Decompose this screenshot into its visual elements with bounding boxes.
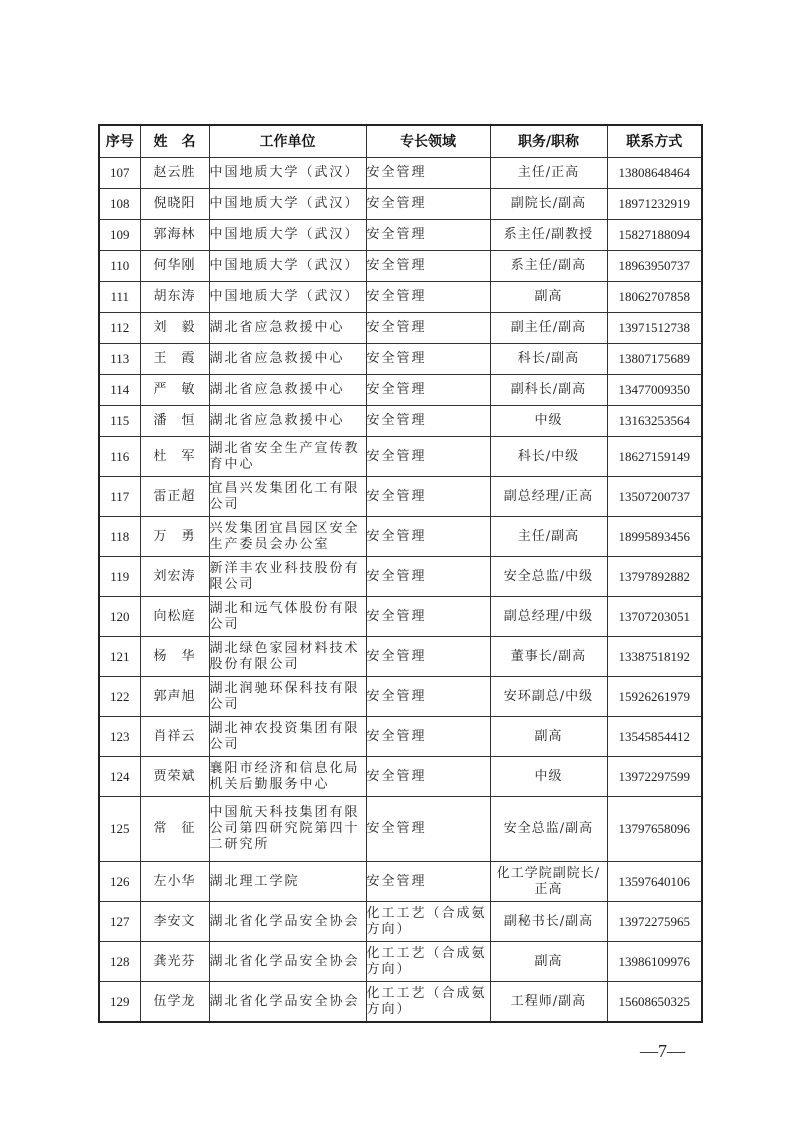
position-title-cell: 副院长/副高 [490,189,607,220]
table-row [99,344,702,375]
position-title-cell: 副秘书长/副高 [490,902,607,942]
position-title-cell: 副高 [490,942,607,982]
expertise-cell: 安全管理 [366,189,490,220]
table-row [99,797,702,862]
name-cell: 雷正超 [140,477,209,517]
work-unit-cell: 湖北绿色家园材料技术股份有限公司 [209,637,366,677]
position-title-cell: 副主任/副高 [490,313,607,344]
expertise-cell: 安全管理 [366,477,490,517]
name-cell: 潘 恒 [140,406,209,437]
table-row [99,597,702,637]
work-unit-cell: 湖北润驰环保科技有限公司 [209,677,366,717]
position-title-cell: 安环副总/中级 [490,677,607,717]
position-title-cell: 化工学院副院长/正高 [490,862,607,902]
contact-cell: 13972297599 [607,757,702,797]
expertise-cell: 安全管理 [366,517,490,557]
position-title-cell: 系主任/副教授 [490,220,607,251]
position-title-cell: 科长/中级 [490,437,607,477]
work-unit-cell: 湖北和远气体股份有限公司 [209,597,366,637]
position-title-cell: 科长/副高 [490,344,607,375]
header-serial: 序号 [99,125,140,158]
expertise-cell: 安全管理 [366,251,490,282]
expertise-cell: 化工工艺（合成氨方向） [366,982,490,1023]
position-title-cell: 中级 [490,406,607,437]
expertise-cell: 安全管理 [366,437,490,477]
work-unit-cell: 兴发集团宜昌园区安全生产委员会办公室 [209,517,366,557]
position-title-cell: 副高 [490,282,607,313]
serial-cell: 117 [99,477,140,517]
expertise-cell: 安全管理 [366,313,490,344]
serial-cell: 121 [99,637,140,677]
name-cell: 杜 军 [140,437,209,477]
table-row [99,477,702,517]
name-cell: 刘宏涛 [140,557,209,597]
expertise-cell: 安全管理 [366,862,490,902]
name-cell: 何华刚 [140,251,209,282]
expertise-cell: 安全管理 [366,220,490,251]
table-row [99,158,702,189]
name-cell: 郭声旭 [140,677,209,717]
serial-cell: 110 [99,251,140,282]
contact-cell: 15827188094 [607,220,702,251]
position-title-cell: 系主任/副高 [490,251,607,282]
work-unit-cell: 新洋丰农业科技股份有限公司 [209,557,366,597]
serial-cell: 114 [99,375,140,406]
contact-cell: 13707203051 [607,597,702,637]
name-cell: 龚光芬 [140,942,209,982]
name-cell: 郭海林 [140,220,209,251]
contact-cell: 13163253564 [607,406,702,437]
contact-cell: 13477009350 [607,375,702,406]
contact-cell: 18627159149 [607,437,702,477]
serial-cell: 111 [99,282,140,313]
table-row [99,220,702,251]
table-row [99,942,702,982]
expertise-cell: 安全管理 [366,637,490,677]
work-unit-cell: 中国地质大学（武汉） [209,189,366,220]
position-title-cell: 副高 [490,717,607,757]
contact-cell: 18971232919 [607,189,702,220]
header-expertise: 专长领域 [366,125,490,158]
position-title-cell: 副总经理/中级 [490,597,607,637]
contact-cell: 18062707858 [607,282,702,313]
contact-cell: 18963950737 [607,251,702,282]
serial-cell: 109 [99,220,140,251]
serial-cell: 108 [99,189,140,220]
expertise-cell: 安全管理 [366,597,490,637]
name-cell: 刘 毅 [140,313,209,344]
name-cell: 李安文 [140,902,209,942]
expertise-cell: 安全管理 [366,677,490,717]
serial-cell: 112 [99,313,140,344]
table-row [99,557,702,597]
serial-cell: 128 [99,942,140,982]
work-unit-cell: 湖北省应急救援中心 [209,375,366,406]
serial-cell: 116 [99,437,140,477]
name-cell: 赵云胜 [140,158,209,189]
work-unit-cell: 湖北省应急救援中心 [209,313,366,344]
serial-cell: 123 [99,717,140,757]
contact-cell: 13545854412 [607,717,702,757]
contact-cell: 13808648464 [607,158,702,189]
table-row [99,406,702,437]
work-unit-cell: 湖北省安全生产宣传教育中心 [209,437,366,477]
work-unit-cell: 中国地质大学（武汉） [209,282,366,313]
work-unit-cell: 中国航天科技集团有限公司第四研究院第四十二研究所 [209,797,366,862]
table-row [99,862,702,902]
serial-cell: 129 [99,982,140,1023]
work-unit-cell: 中国地质大学（武汉） [209,220,366,251]
position-title-cell: 主任/副高 [490,517,607,557]
expertise-cell: 安全管理 [366,797,490,862]
work-unit-cell: 中国地质大学（武汉） [209,251,366,282]
page-number: —7— [640,1041,685,1061]
serial-cell: 120 [99,597,140,637]
contact-cell: 13597640106 [607,862,702,902]
expertise-cell: 安全管理 [366,158,490,189]
serial-cell: 124 [99,757,140,797]
table-row [99,313,702,344]
name-cell: 肖祥云 [140,717,209,757]
table-row [99,437,702,477]
contact-cell: 13797892882 [607,557,702,597]
name-cell: 伍学龙 [140,982,209,1023]
contact-cell: 13807175689 [607,344,702,375]
expertise-cell: 安全管理 [366,406,490,437]
serial-cell: 127 [99,902,140,942]
position-title-cell: 中级 [490,757,607,797]
serial-cell: 122 [99,677,140,717]
table-row [99,282,702,313]
table-body [99,158,702,1023]
table-row [99,717,702,757]
name-cell: 左小华 [140,862,209,902]
table-row [99,902,702,942]
serial-cell: 113 [99,344,140,375]
serial-cell: 119 [99,557,140,597]
work-unit-cell: 湖北省化学品安全协会 [209,982,366,1023]
table-row [99,757,702,797]
contact-cell: 13971512738 [607,313,702,344]
name-cell: 严 敏 [140,375,209,406]
expertise-cell: 安全管理 [366,344,490,375]
contact-cell: 15608650325 [607,982,702,1023]
table-header-row [99,125,702,158]
table-row [99,677,702,717]
table-row [99,189,702,220]
work-unit-cell: 湖北神农投资集团有限公司 [209,717,366,757]
work-unit-cell: 中国地质大学（武汉） [209,158,366,189]
work-unit-cell: 襄阳市经济和信息化局机关后勤服务中心 [209,757,366,797]
position-title-cell: 副科长/副高 [490,375,607,406]
work-unit-cell: 湖北理工学院 [209,862,366,902]
expertise-cell: 安全管理 [366,757,490,797]
name-cell: 万 勇 [140,517,209,557]
position-title-cell: 董事长/副高 [490,637,607,677]
position-title-cell: 安全总监/中级 [490,557,607,597]
serial-cell: 125 [99,797,140,862]
contact-cell: 13797658096 [607,797,702,862]
serial-cell: 115 [99,406,140,437]
contact-cell: 18995893456 [607,517,702,557]
header-name: 姓 名 [140,125,209,158]
contact-cell: 15926261979 [607,677,702,717]
name-cell: 常 征 [140,797,209,862]
position-title-cell: 安全总监/副高 [490,797,607,862]
position-title-cell: 主任/正高 [490,158,607,189]
table-row [99,637,702,677]
expert-roster-table [98,124,703,1023]
contact-cell: 13986109976 [607,942,702,982]
expertise-cell: 化工工艺（合成氨方向） [366,902,490,942]
header-contact: 联系方式 [607,125,702,158]
expertise-cell: 安全管理 [366,375,490,406]
serial-cell: 118 [99,517,140,557]
expertise-cell: 安全管理 [366,282,490,313]
serial-cell: 107 [99,158,140,189]
expertise-cell: 安全管理 [366,557,490,597]
name-cell: 胡东涛 [140,282,209,313]
table-row [99,251,702,282]
expertise-cell: 化工工艺（合成氨方向） [366,942,490,982]
table-row [99,375,702,406]
expertise-cell: 安全管理 [366,717,490,757]
name-cell: 倪晓阳 [140,189,209,220]
table-row [99,517,702,557]
work-unit-cell: 湖北省应急救援中心 [209,406,366,437]
header-work-unit: 工作单位 [209,125,366,158]
header-position-title: 职务/职称 [490,125,607,158]
table-row [99,982,702,1023]
name-cell: 贾荣斌 [140,757,209,797]
contact-cell: 13972275965 [607,902,702,942]
position-title-cell: 工程师/副高 [490,982,607,1023]
name-cell: 向松庭 [140,597,209,637]
name-cell: 王 霞 [140,344,209,375]
name-cell: 杨 华 [140,637,209,677]
contact-cell: 13387518192 [607,637,702,677]
work-unit-cell: 湖北省应急救援中心 [209,344,366,375]
position-title-cell: 副总经理/正高 [490,477,607,517]
work-unit-cell: 宜昌兴发集团化工有限公司 [209,477,366,517]
serial-cell: 126 [99,862,140,902]
contact-cell: 13507200737 [607,477,702,517]
work-unit-cell: 湖北省化学品安全协会 [209,902,366,942]
work-unit-cell: 湖北省化学品安全协会 [209,942,366,982]
